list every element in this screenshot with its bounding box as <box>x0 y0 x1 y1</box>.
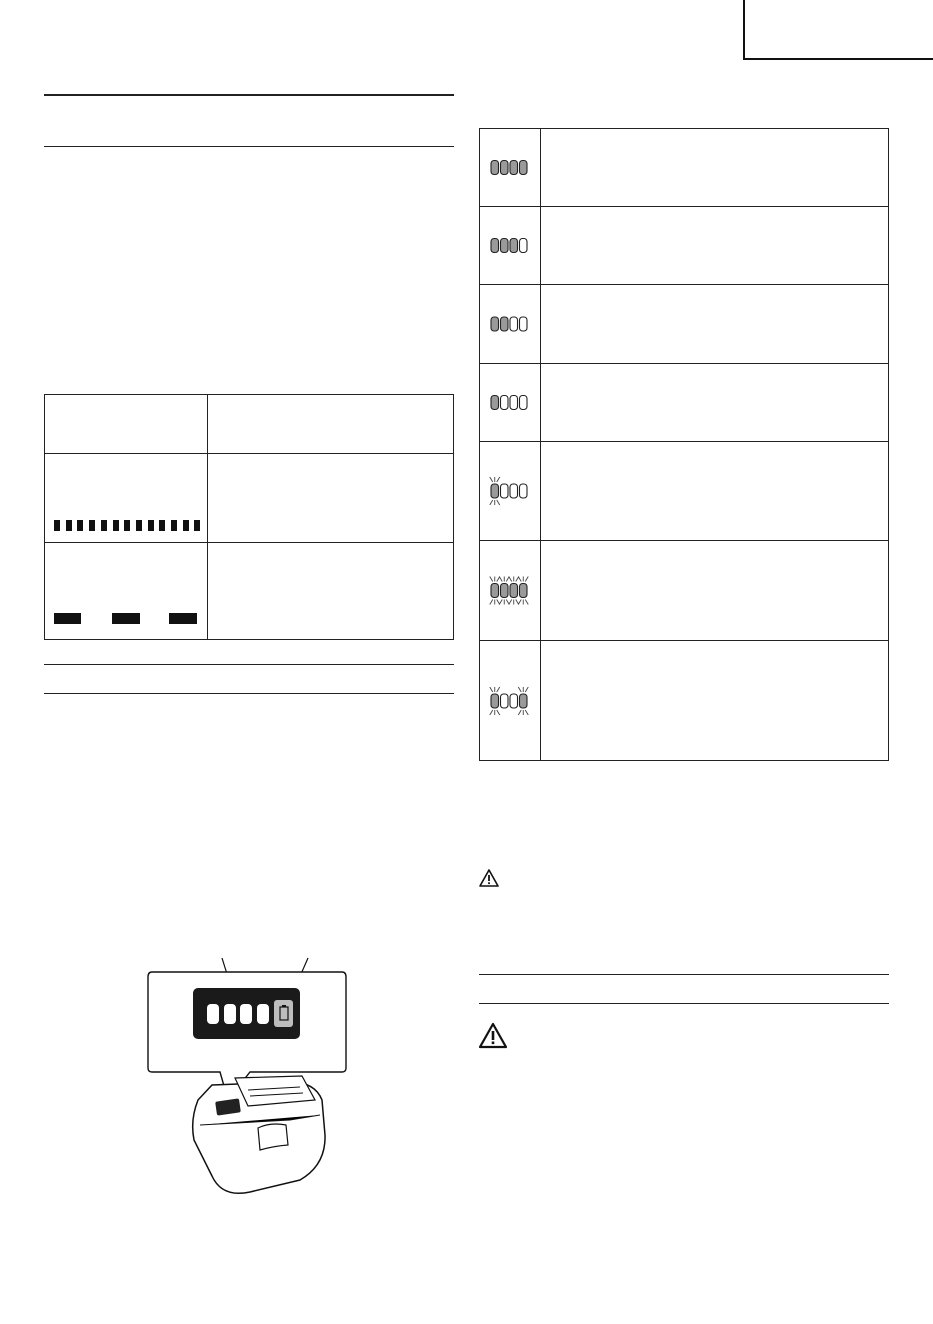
dotted-lamp-pattern <box>51 520 203 532</box>
dotted-segment <box>101 520 107 531</box>
led-off <box>510 484 518 498</box>
table-row <box>480 129 540 206</box>
battery-illustration <box>140 950 355 1200</box>
section-rule-top <box>44 94 454 96</box>
dotted-segment <box>77 520 83 531</box>
warning-icon-small <box>479 868 499 888</box>
dotted-segment <box>54 520 60 531</box>
dotted-segment <box>66 520 72 531</box>
table-header-row <box>45 395 453 453</box>
led-off <box>510 694 518 708</box>
blink-ray <box>497 500 500 505</box>
blink-ray <box>525 710 528 715</box>
led-on <box>491 584 499 598</box>
blink-ray <box>518 710 521 715</box>
section-rule-top-3 <box>479 974 889 975</box>
blink-ray <box>518 600 521 605</box>
blink-ray <box>490 500 493 505</box>
table-row <box>480 442 540 540</box>
blink-ray <box>490 577 493 582</box>
blink-ray <box>518 687 521 692</box>
led-off <box>520 317 528 331</box>
section-rule-bottom-2 <box>44 693 454 694</box>
blink-ray <box>518 577 521 582</box>
led-off <box>510 317 518 331</box>
section-rule-top-2 <box>44 664 454 665</box>
led-indicator-icon <box>480 442 540 540</box>
dotted-segment <box>124 520 130 531</box>
led-on <box>491 239 499 253</box>
led-on <box>520 694 528 708</box>
blink-ray <box>490 477 493 482</box>
warning-icon-large <box>478 1022 508 1050</box>
led-on <box>491 161 499 175</box>
blink-ray <box>525 577 528 582</box>
blink-ray <box>525 687 528 692</box>
led-on <box>510 584 518 598</box>
language-tab-marker <box>743 0 933 60</box>
led-on <box>501 317 509 331</box>
blink-ray <box>490 687 493 692</box>
led-indicator-icon <box>480 207 540 284</box>
led-on <box>501 239 509 253</box>
blink-ray <box>497 710 500 715</box>
led-off <box>520 239 528 253</box>
blink-ray <box>509 577 512 582</box>
dashed-lamp-pattern <box>51 613 203 625</box>
led-indicator-icon <box>480 129 540 206</box>
led-on <box>501 161 509 175</box>
led-on <box>520 584 528 598</box>
dotted-segment <box>113 520 119 531</box>
table-row <box>480 285 540 363</box>
led-on <box>501 584 509 598</box>
section-rule-bottom-3 <box>479 1003 889 1004</box>
led-off <box>501 484 509 498</box>
table-row <box>45 543 453 639</box>
dotted-segment <box>136 520 142 531</box>
blink-ray <box>499 577 502 582</box>
table-row <box>480 641 540 761</box>
blink-ray <box>509 600 512 605</box>
section-rule-bottom <box>44 146 454 147</box>
table-row <box>480 364 540 441</box>
led-indicator-icon <box>480 641 540 761</box>
led-off <box>520 396 528 410</box>
dotted-segment <box>159 520 165 531</box>
led-off <box>510 396 518 410</box>
led-on <box>491 694 499 708</box>
blink-ray <box>490 710 493 715</box>
dotted-segment <box>183 520 189 531</box>
led-indicator-icon <box>480 364 540 441</box>
led-on <box>491 317 499 331</box>
led-indicator-icon <box>480 285 540 363</box>
battery-level-indicator-table <box>479 128 889 761</box>
dotted-segment <box>194 520 200 531</box>
blink-ray <box>497 477 500 482</box>
blink-ray <box>499 600 502 605</box>
led-off <box>501 694 509 708</box>
indicator-pattern-table <box>44 394 454 640</box>
dotted-segment <box>148 520 154 531</box>
blink-ray <box>525 600 528 605</box>
led-indicator-icon <box>480 541 540 640</box>
led-on <box>510 239 518 253</box>
led-on <box>510 161 518 175</box>
led-on <box>491 396 499 410</box>
led-on <box>520 161 528 175</box>
blink-ray <box>490 600 493 605</box>
table-row <box>45 454 453 542</box>
dotted-segment <box>171 520 177 531</box>
dotted-segment <box>89 520 95 531</box>
led-off <box>501 396 509 410</box>
blink-ray <box>497 687 500 692</box>
table-row <box>480 541 540 640</box>
led-on <box>491 484 499 498</box>
led-off <box>520 484 528 498</box>
table-row <box>480 207 540 284</box>
